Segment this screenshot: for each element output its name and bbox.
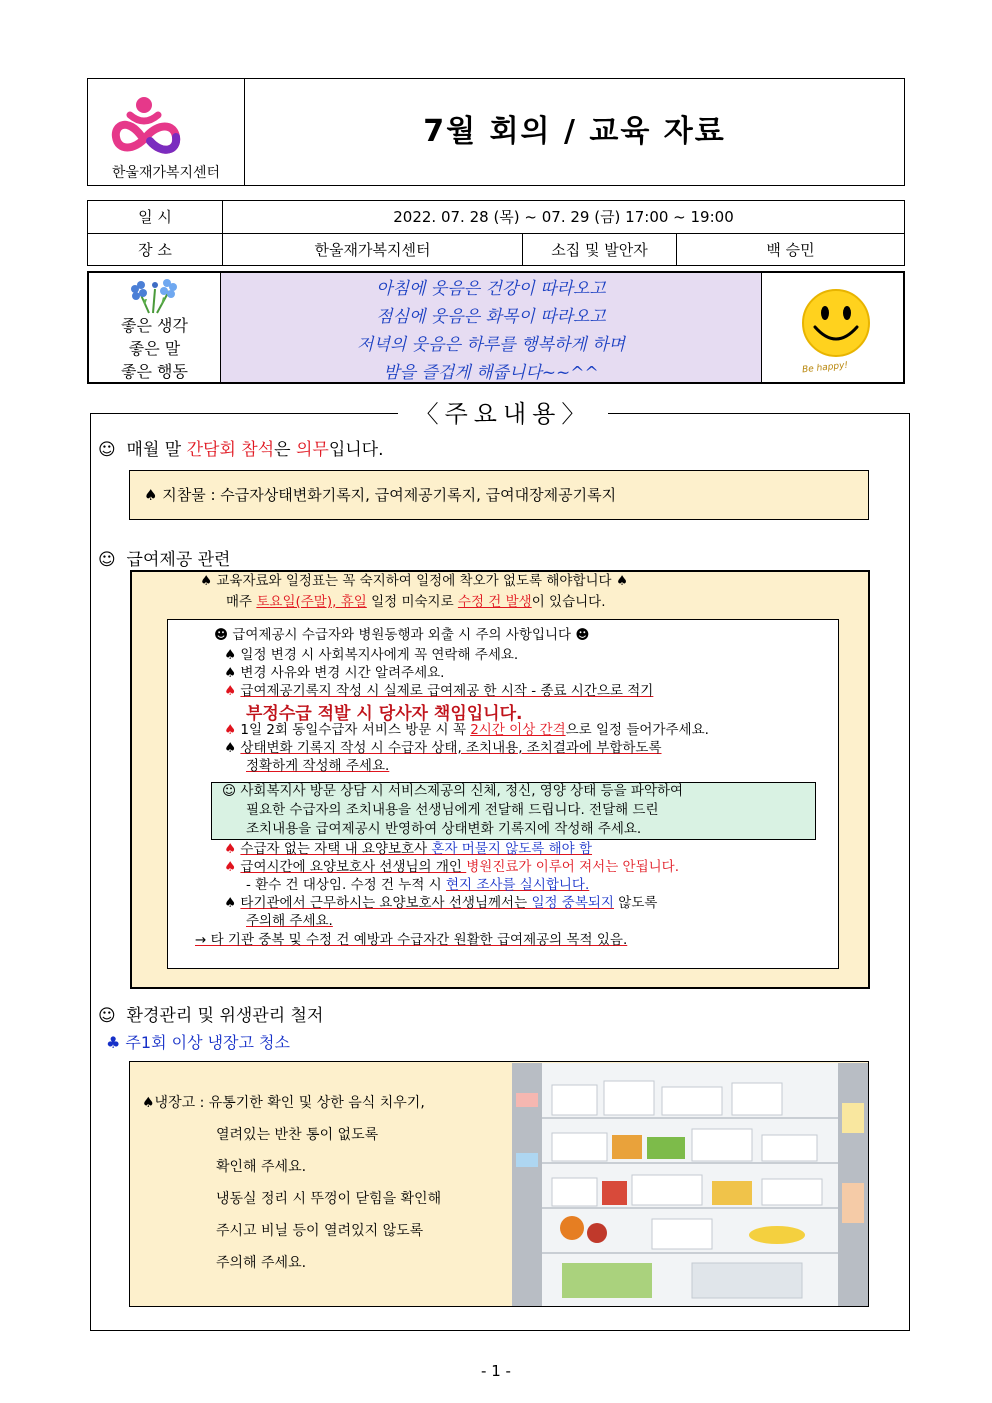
flowers-icon bbox=[121, 275, 191, 315]
smiley-face-icon bbox=[796, 285, 876, 365]
caution-line-6: ♠ 상태변화 기록지 작성 시 수급자 상태, 조치내용, 조치결과에 부합하도록 bbox=[224, 740, 662, 756]
item3-title: ☺ 환경관리 및 위생관리 철저 bbox=[98, 1006, 324, 1026]
poem-line-1: 아침에 웃음은 건강이 따라오고 bbox=[376, 279, 606, 299]
smile-icon: ☺ bbox=[98, 550, 116, 570]
spade-icon: ♠ bbox=[224, 895, 237, 911]
section-title: 〈주요내용〉 bbox=[398, 398, 608, 430]
quote-box bbox=[87, 271, 905, 384]
caution-line-10b: 주의해 주세요. bbox=[246, 913, 333, 929]
supplies-box: ♠ 지참물 : 수급자상태변화기록지, 급여제공기록지, 급여대장제공기록지 bbox=[129, 470, 869, 520]
logo-cell bbox=[88, 79, 245, 185]
caution-line-6b: 정확하게 작성해 주세요. bbox=[246, 758, 390, 774]
host-value: 백 승민 bbox=[766, 241, 815, 259]
poem-cell bbox=[221, 273, 762, 382]
place-label: 장 소 bbox=[138, 241, 172, 259]
smiley-caption: Be happy! bbox=[801, 360, 849, 376]
caution-line-1: ♠ 일정 변경 시 사회복지사에게 꼭 연락해 주세요. bbox=[224, 647, 519, 663]
page-title: 7월 회의 / 교육 자료 bbox=[423, 114, 726, 149]
caution-line-7: ♠ 수급자 없는 자택 내 요양보호사 혼자 머물지 않도록 해야 함 bbox=[224, 841, 593, 857]
fridge-line-1: ♠냉장고 : 유통기한 확인 및 상한 음식 치우기, bbox=[142, 1095, 425, 1111]
place-row bbox=[88, 234, 904, 266]
motto-line-2: 좋은 말 bbox=[128, 339, 181, 358]
fridge-cleaning-note: ♣ 주1회 이상 냉장고 청소 bbox=[106, 1033, 290, 1052]
purpose-note: → 타 기관 중복 및 수정 건 예방과 수급자간 원활한 급여제공의 목적 있음. bbox=[195, 932, 628, 948]
host-label: 소집 및 발안자 bbox=[551, 241, 648, 259]
caution-line-3: ♠ 급여제공기록지 작성 시 실제로 급여제공 한 시작 - 종료 시간으로 적기 bbox=[224, 683, 654, 699]
info-table bbox=[87, 200, 905, 266]
fridge-line-3: 확인해 주세요. bbox=[216, 1159, 307, 1175]
spade-icon: ♠ bbox=[224, 665, 237, 681]
motto-line-1: 좋은 생각 bbox=[121, 316, 188, 335]
poem-line-3: 저녁의 웃음은 하루를 행복하게 하며 bbox=[357, 335, 625, 355]
fraud-warning: 부정수급 적발 시 당사자 책임입니다. bbox=[246, 704, 523, 724]
spade-icon: ♠ bbox=[224, 740, 237, 756]
social-worker-line-1: ☺ 사회복지사 방문 상담 시 서비스제공의 신체, 정신, 영양 상태 등을 파악하여 bbox=[222, 783, 684, 799]
fridge-line-6: 주의해 주세요. bbox=[216, 1255, 307, 1271]
fridge-line-4: 냉동실 정리 시 뚜껑이 닫힘을 확인해 bbox=[216, 1191, 442, 1207]
spade-icon: ♠ bbox=[224, 683, 237, 699]
smile-icon: ☺ bbox=[98, 440, 116, 460]
smiley-cell bbox=[762, 273, 903, 382]
caution-title: ☻ 급여제공시 수급자와 병원동행과 외출 시 주의 사항입니다 ☻ bbox=[214, 627, 590, 643]
fridge-line-2: 열려있는 반찬 통이 없도록 bbox=[216, 1127, 379, 1143]
place-value: 한울재가복지센터 bbox=[314, 241, 431, 259]
social-worker-line-2: 필요한 수급자의 조치내용을 선생님에게 전달해 드립니다. 전달해 드린 bbox=[246, 802, 659, 818]
date-row bbox=[88, 201, 904, 234]
spade-icon: ♠ bbox=[224, 859, 237, 875]
header-table bbox=[87, 78, 905, 186]
page-number: - 1 - bbox=[481, 1362, 511, 1380]
poem-line-2: 점심에 웃음은 화목이 따라오고 bbox=[376, 307, 606, 327]
poem-line-4: 밤을 즐겁게 해줍니다~~^^ bbox=[383, 363, 599, 383]
motto-line-3: 좋은 행동 bbox=[121, 362, 188, 381]
social-worker-line-3: 조치내용을 급여제공시 반영하여 상태변화 기록지에 작성해 주세요. bbox=[246, 821, 642, 837]
caution-line-10: ♠ 타기관에서 근무하시는 요양보호사 선생님께서는 일정 중복되지 않도록 bbox=[224, 895, 658, 911]
date-value: 2022. 07. 28 (목) ~ 07. 29 (금) 17:00 ~ 19:00 bbox=[393, 208, 734, 226]
smile-icon: ☺ bbox=[98, 1006, 116, 1026]
spade-icon: ♠ bbox=[224, 647, 237, 663]
caution-line-9: - 환수 건 대상임. 수정 건 누적 시 현지 조사를 실시합니다. bbox=[246, 877, 590, 893]
fridge-photo bbox=[512, 1063, 868, 1306]
org-logo-icon bbox=[88, 85, 244, 165]
spade-icon: ♠ bbox=[224, 841, 237, 857]
caution-line-8: ♠ 급여시간에 요양보호사 선생님의 개인 병원진료가 이루어 져서는 안됩니다. bbox=[224, 859, 680, 875]
fridge-line-5: 주시고 비닐 등이 열려있지 않도록 bbox=[216, 1223, 424, 1239]
motto-cell bbox=[89, 273, 221, 382]
caution-line-5: ♠ 1일 2회 동일수급자 서비스 방문 시 꼭 2시간 이상 간격으로 일정 들어가주세요. bbox=[224, 722, 709, 738]
service-head-2: 매주 토요일(주말), 휴일 일정 미숙지로 수정 건 발생이 있습니다. bbox=[226, 594, 606, 610]
caution-line-2: ♠ 변경 사유와 변경 시간 알려주세요. bbox=[224, 665, 445, 681]
date-label: 일 시 bbox=[138, 208, 172, 226]
item2-title: ☺ 급여제공 관련 bbox=[98, 550, 231, 570]
item1-line: ☺ 매월 말 간담회 참석은 의무입니다. bbox=[98, 440, 384, 460]
org-name: 한울재가복지센터 bbox=[111, 165, 221, 181]
spade-icon: ♠ bbox=[224, 722, 237, 738]
service-head-1: ♠ 교육자료와 일정표는 꼭 숙지하여 일정에 착오가 없도록 해야합니다 ♠ bbox=[200, 573, 628, 589]
